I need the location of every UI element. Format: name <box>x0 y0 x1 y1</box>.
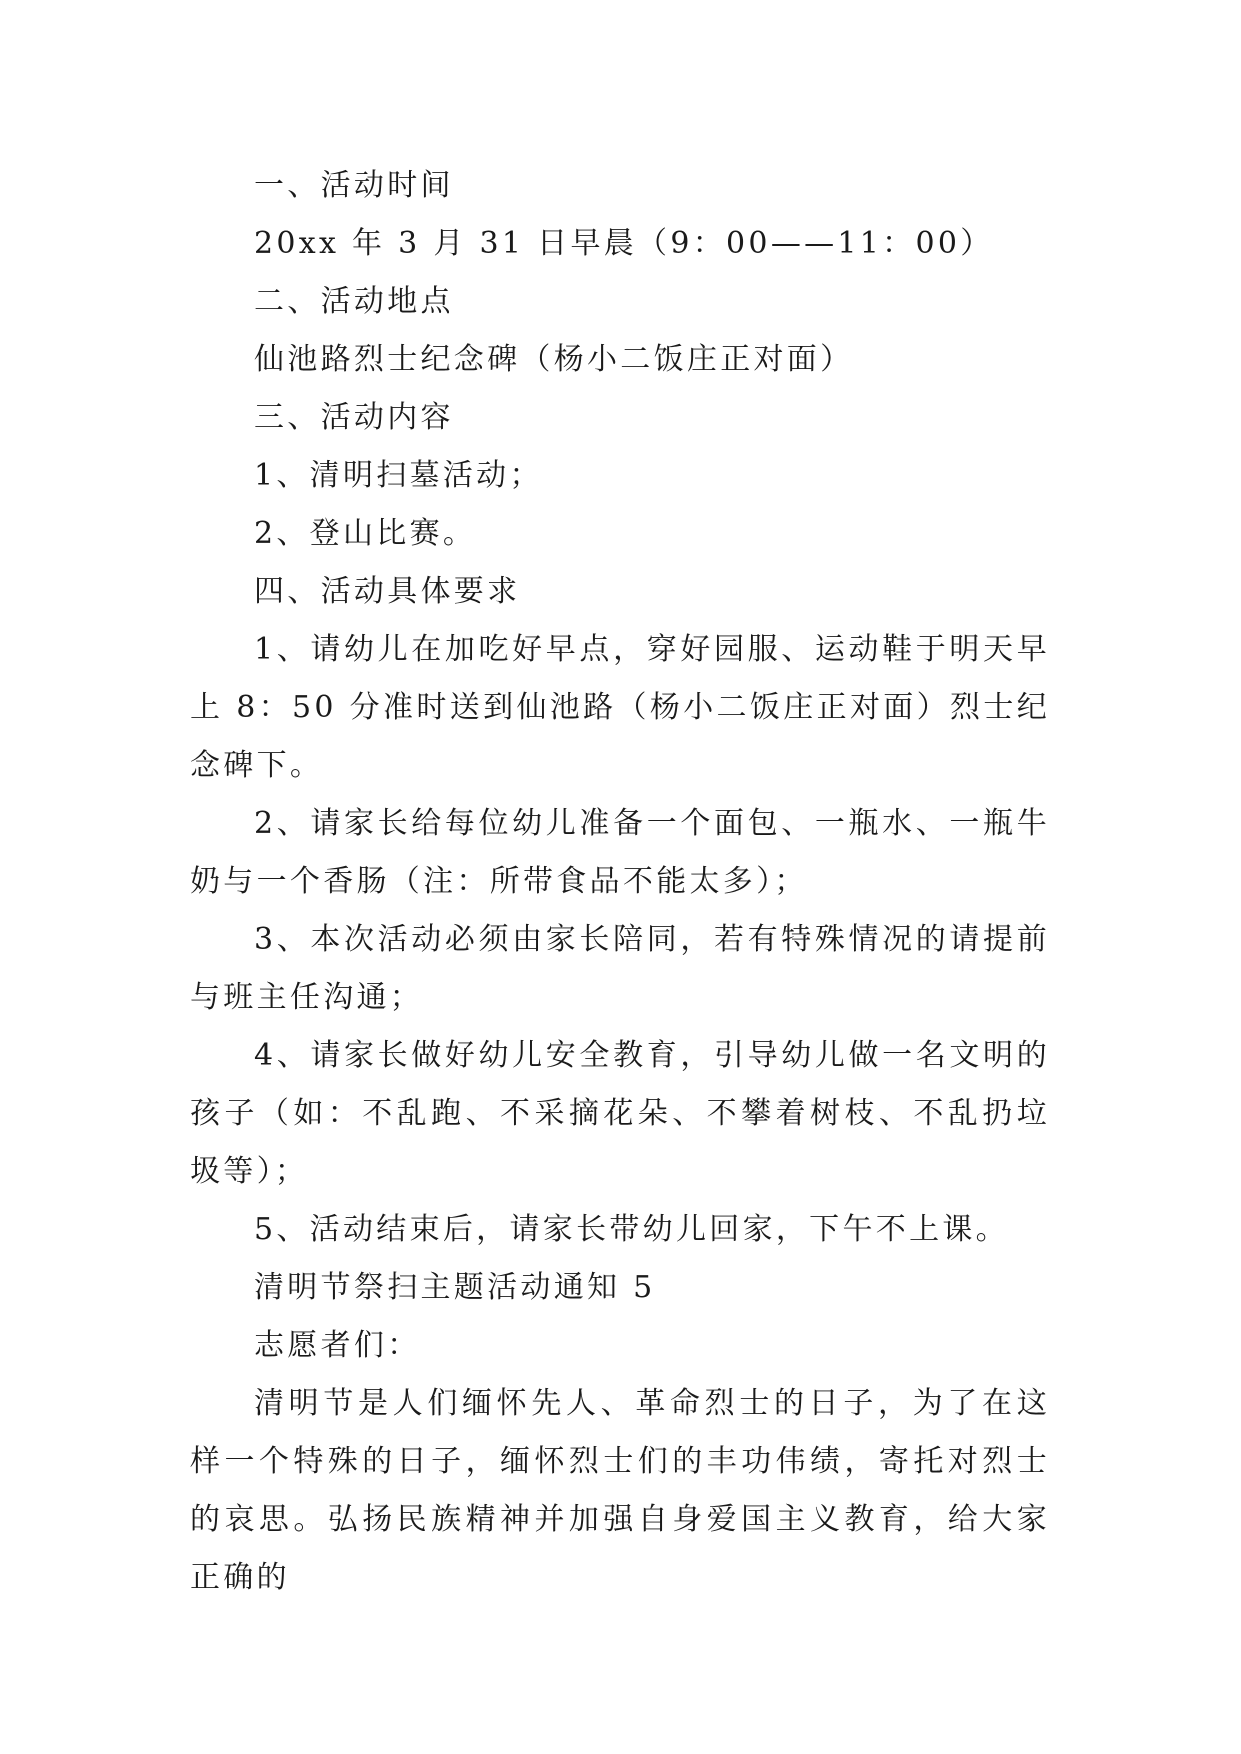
salutation: 志愿者们： <box>254 1328 421 1363</box>
document-body <box>190 157 1050 1607</box>
requirement-item-4: 4、请家长做好幼儿安全教育，引导幼儿做一名文明的孩子（如：不乱跑、不采摘花朵、不攀着树枝、不乱扔垃圾等）； <box>190 1038 1050 1189</box>
notice-body-paragraph: 清明节是人们缅怀先人、革命烈士的日子，为了在这样一个特殊的日子，缅怀烈士们的丰功伟绩，寄托对烈士的哀思。弘扬民族精神并加强自身爱国主义教育，给大家正确的 <box>190 1386 1050 1595</box>
requirement-item-1: 1、请幼儿在加吃好早点，穿好园服、运动鞋于明天早上 8：50 分准时送到仙池路（杨小二饭庄正对面）烈士纪念碑下。 <box>190 632 1050 783</box>
requirement-item-5: 5、活动结束后，请家长带幼儿回家，下午不上课。 <box>254 1212 1009 1247</box>
heading-activity-time: 一、活动时间 <box>254 168 454 203</box>
heading-activity-location: 二、活动地点 <box>254 284 454 319</box>
heading-activity-requirements: 四、活动具体要求 <box>254 574 521 609</box>
content-item-1: 1、清明扫墓活动； <box>254 458 543 493</box>
requirement-item-3: 3、本次活动必须由家长陪同，若有特殊情况的请提前与班主任沟通； <box>190 922 1050 1015</box>
activity-location-value: 仙池路烈士纪念碑（杨小二饭庄正对面） <box>254 342 854 377</box>
content-item-2: 2、登山比赛。 <box>254 516 477 551</box>
heading-activity-content: 三、活动内容 <box>254 400 454 435</box>
activity-time-value: 20xx 年 3 月 31 日早晨（9：00——11：00） <box>254 226 994 261</box>
requirement-item-2: 2、请家长给每位幼儿准备一个面包、一瓶水、一瓶牛奶与一个香肠（注：所带食品不能太多）； <box>190 806 1050 899</box>
notice-title: 清明节祭扫主题活动通知 5 <box>254 1270 656 1305</box>
